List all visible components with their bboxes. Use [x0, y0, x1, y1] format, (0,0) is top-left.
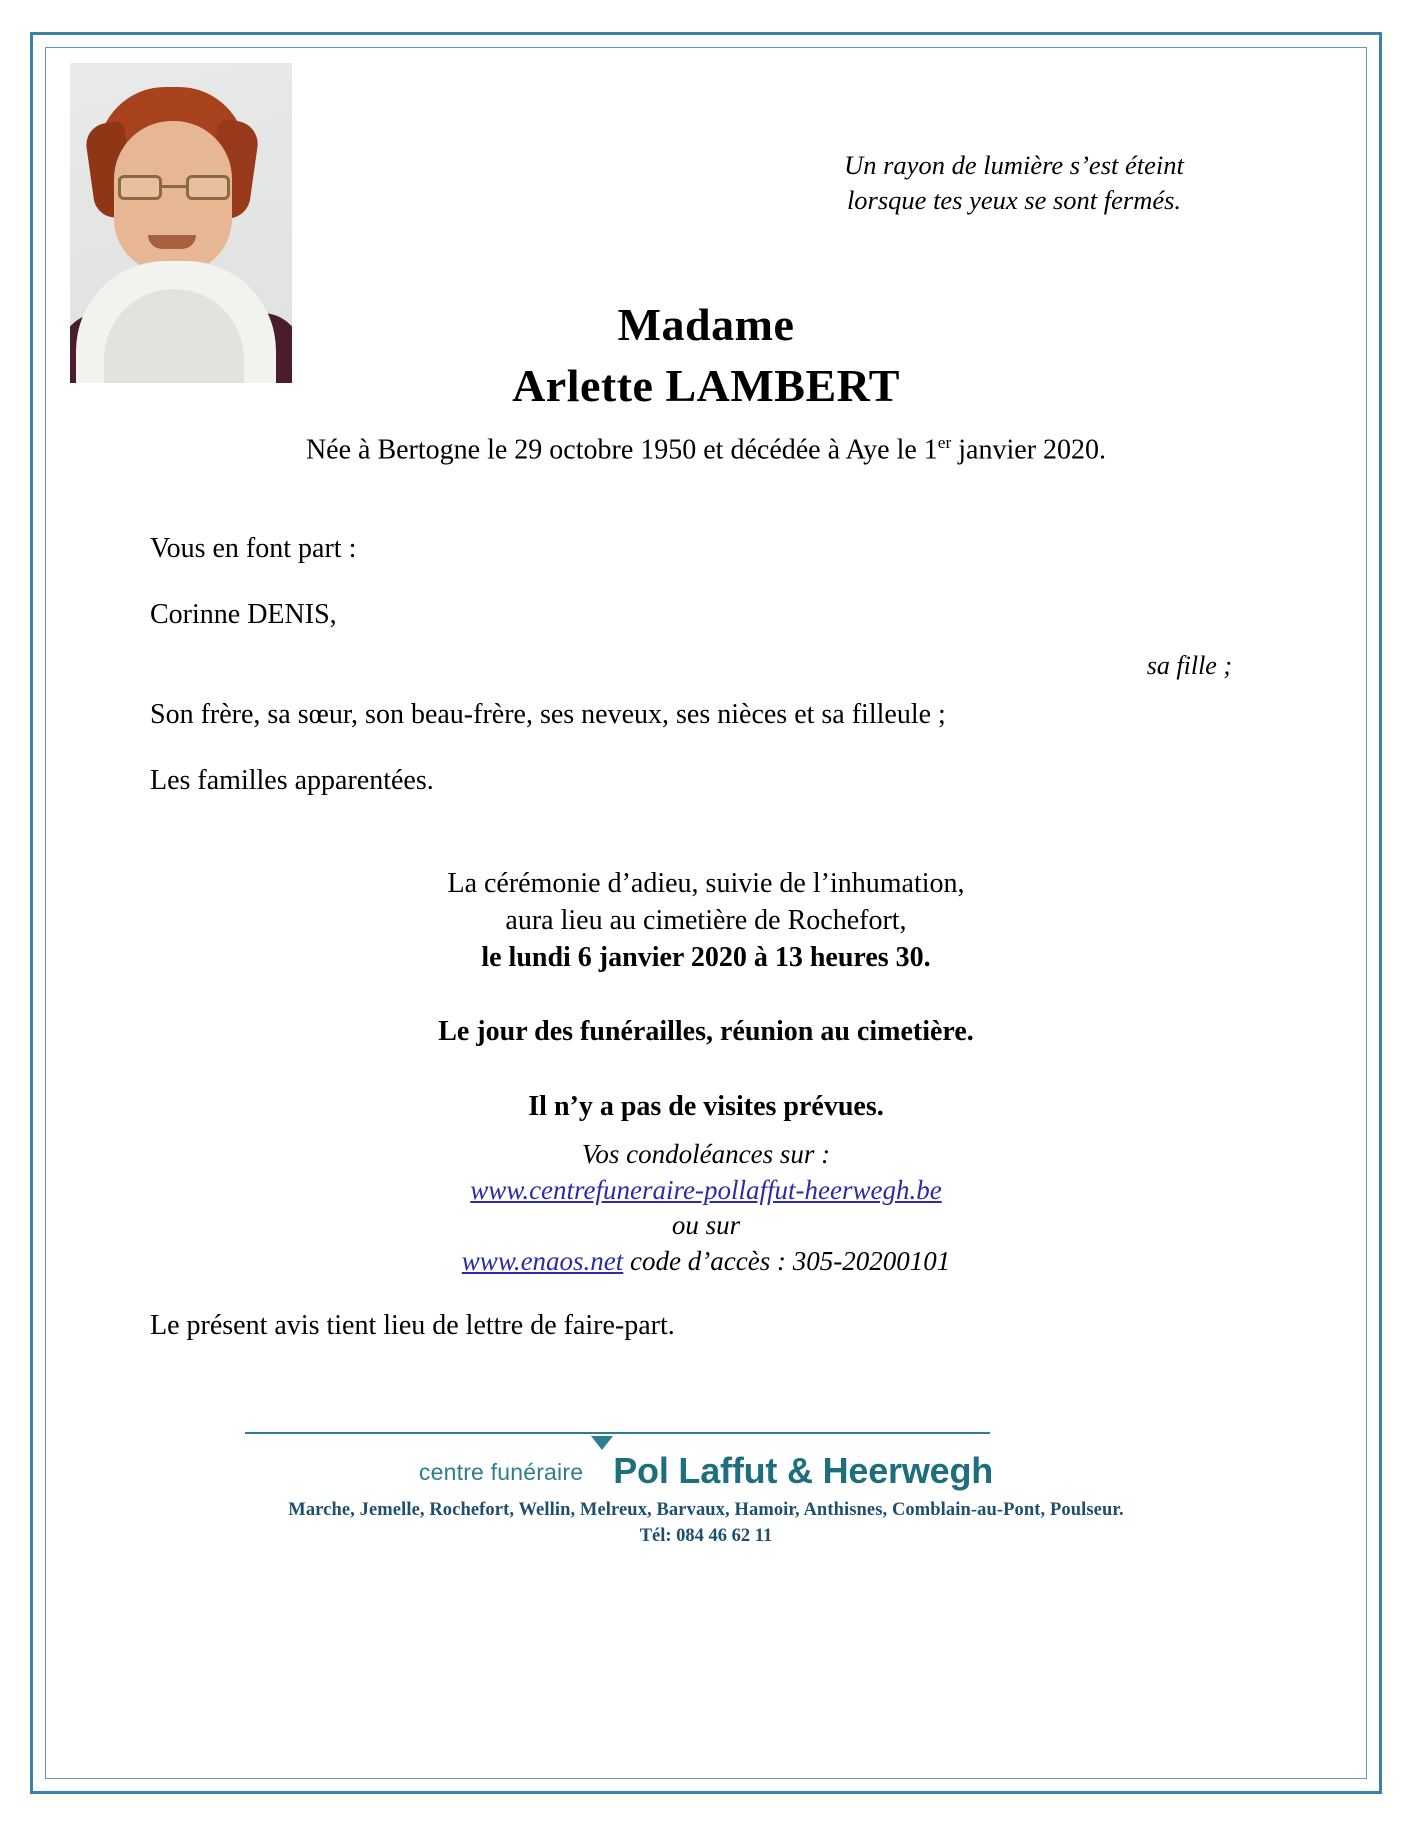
- condolences-block: [60, 1137, 1352, 1280]
- logo-brand-row: [60, 1450, 1352, 1492]
- announce-family-line: Son frère, sa sœur, son beau-frère, ses neveux, ses nièces et sa filleule ;: [150, 699, 946, 730]
- ceremony-visits-note: Il n’y a pas de visites prévues.: [528, 1090, 884, 1122]
- birth-death-suffix: janvier 2020.: [951, 434, 1107, 466]
- notice-content: [60, 60, 1352, 1766]
- ceremony-line-1: La cérémonie d’adieu, suivie de l’inhumation,: [447, 868, 965, 899]
- ceremony-line-2: aura lieu au cimetière de Rochefort,: [505, 905, 907, 937]
- announce-daughter-relation: sa fille ;: [1146, 651, 1232, 680]
- announce-related-families: Les familles apparentées.: [150, 765, 434, 796]
- glasses-bridge: [162, 185, 186, 188]
- condolences-site-link-2[interactable]: www.enaos.net: [461, 1245, 624, 1276]
- legal-footnote: Le présent avis tient lieu de lettre de faire-part.: [150, 1310, 675, 1341]
- epitaph-line-2: lorsque tes yeux se sont fermés.: [846, 185, 1182, 216]
- deceased-title: Madame: [617, 299, 795, 350]
- logo-cities: Marche, Jemelle, Rochefort, Wellin, Melreux, Barvaux, Hamoir, Anthisnes, Comblain-au-Pont, Poulseur.: [288, 1500, 1124, 1520]
- birth-death-line: [60, 433, 1352, 466]
- condolences-access-code: code d’accès : 305-20200101: [623, 1245, 951, 1276]
- glasses-icon: [118, 175, 230, 201]
- condolences-or: ou sur: [671, 1210, 741, 1241]
- epitaph: [694, 148, 1334, 218]
- logo-brand-big: [591, 1450, 993, 1492]
- logo-phone: Tél: 084 46 62 11: [639, 1526, 773, 1546]
- birth-death-ordinal: er: [937, 433, 952, 452]
- photo-mouth-shape: [148, 235, 196, 249]
- logo-brand-small: centre funéraire: [418, 1459, 584, 1485]
- announce-daughter: Corinne DENIS,: [150, 599, 337, 630]
- glasses-right-lens: [186, 175, 230, 200]
- triangle-icon: [591, 1436, 613, 1491]
- footer-divider: [245, 1432, 990, 1434]
- condolences-site-link-1[interactable]: www.centrefuneraire-pollaffut-heerwegh.be: [470, 1174, 942, 1205]
- deceased-name: Arlette LAMBERT: [512, 360, 900, 412]
- ceremony-meeting-note: Le jour des funérailles, réunion au cimetière.: [438, 1015, 974, 1047]
- logo-brand-big-text: Pol Laffut & Heerwegh: [613, 1450, 994, 1491]
- deceased-name-block: [60, 298, 1352, 413]
- glasses-left-lens: [118, 175, 162, 200]
- ceremony-datetime: le lundi 6 janvier 2020 à 13 heures 30.: [481, 942, 931, 974]
- epitaph-line-1: Un rayon de lumière s’est éteint: [844, 150, 1184, 180]
- condolences-intro: Vos condoléances sur :: [581, 1139, 831, 1169]
- ceremony-block: [60, 865, 1352, 1125]
- funeral-home-logo: [60, 1450, 1352, 1547]
- birth-death-prefix: Née à Bertogne le 29 octobre 1950 et décédée à Aye le 1: [305, 434, 938, 466]
- announce-intro: Vous en font part :: [150, 533, 357, 564]
- announcement-block: [150, 535, 1260, 833]
